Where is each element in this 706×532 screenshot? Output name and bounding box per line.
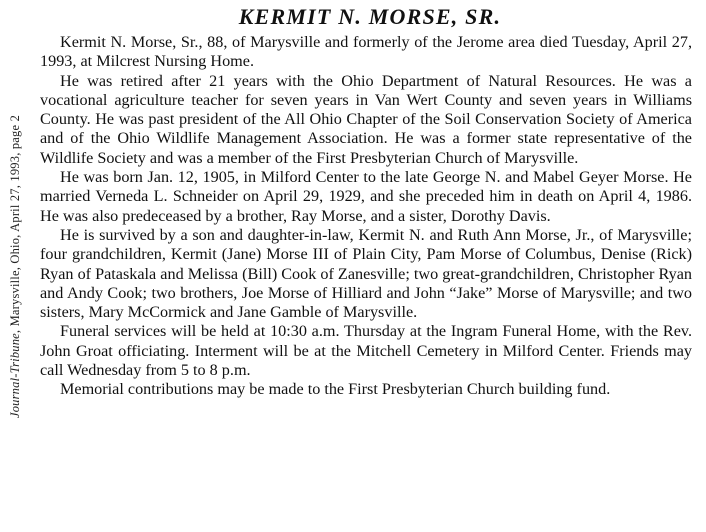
paragraph-survivors: He is survived by a son and daughter-in-law, Kermit N. and Ruth Ann Morse, Jr., of Marysville; four grandchildren, Kermit (Jane) Morse III of Plain City, Pam Morse of Columbus, Denise (Rick) Ryan of Pataskala and Melissa (Bill) Cook of Zanesville; two great-grandchildren, Christopher Ryan and Andy Cook; two brothers, Joe Morse of Hilliard and John “Jake” Morse of Marysville; and two sisters, Mary McCormick and Jane Gamble of Marysville. bbox=[40, 225, 692, 322]
paragraph-career: He was retired after 21 years with the Ohio Department of Natural Resources. He was a vocational agriculture teacher for seven years in Van Wert County and seven years in Williams County. He was past president of the All Ohio Chapter of the Soil Conservation Society of America and of the Ohio Wildlife Management Association. He was a former state representative of the Wildlife Society and was a member of the First Presbyterian Church of Marysville. bbox=[40, 71, 692, 167]
obituary-headline: KERMIT N. MORSE, SR. bbox=[238, 4, 502, 29]
paragraph-funeral-services: Funeral services will be held at 10:30 a.m. Thursday at the Ingram Funeral Home, with the Rev. John Groat officiating. Interment will be at the Mitchell Cemetery in Milford Center. Friends may call Wednesday from 5 to 8 p.m. bbox=[40, 322, 692, 380]
paragraph-death-notice: Kermit N. Morse, Sr., 88, of Marysville and formerly of the Jerome area died Tuesday, April 27, 1993, at Milcrest Nursing Home. bbox=[40, 33, 692, 71]
paragraph-memorial: Memorial contributions may be made to the First Presbyterian Church building fund. bbox=[60, 380, 611, 399]
paragraph-birth-marriage: He was born Jan. 12, 1905, in Milford Center to the late George N. and Mabel Geyer Morse. He married Verneda L. Schneider on April 29, 1929, and she preceded him in death on April 4, 1986. He was also predeceased by a brother, Ray Morse, and a sister, Dorothy Davis. bbox=[40, 168, 692, 225]
source-caption-text bbox=[9, 114, 24, 417]
publication-name: Journal-Tribune bbox=[8, 332, 23, 418]
publication-details: , Marysville, Ohio, April 27, 1993, page 2 bbox=[8, 114, 23, 333]
obituary-body bbox=[40, 33, 692, 400]
source-caption bbox=[4, 0, 28, 532]
